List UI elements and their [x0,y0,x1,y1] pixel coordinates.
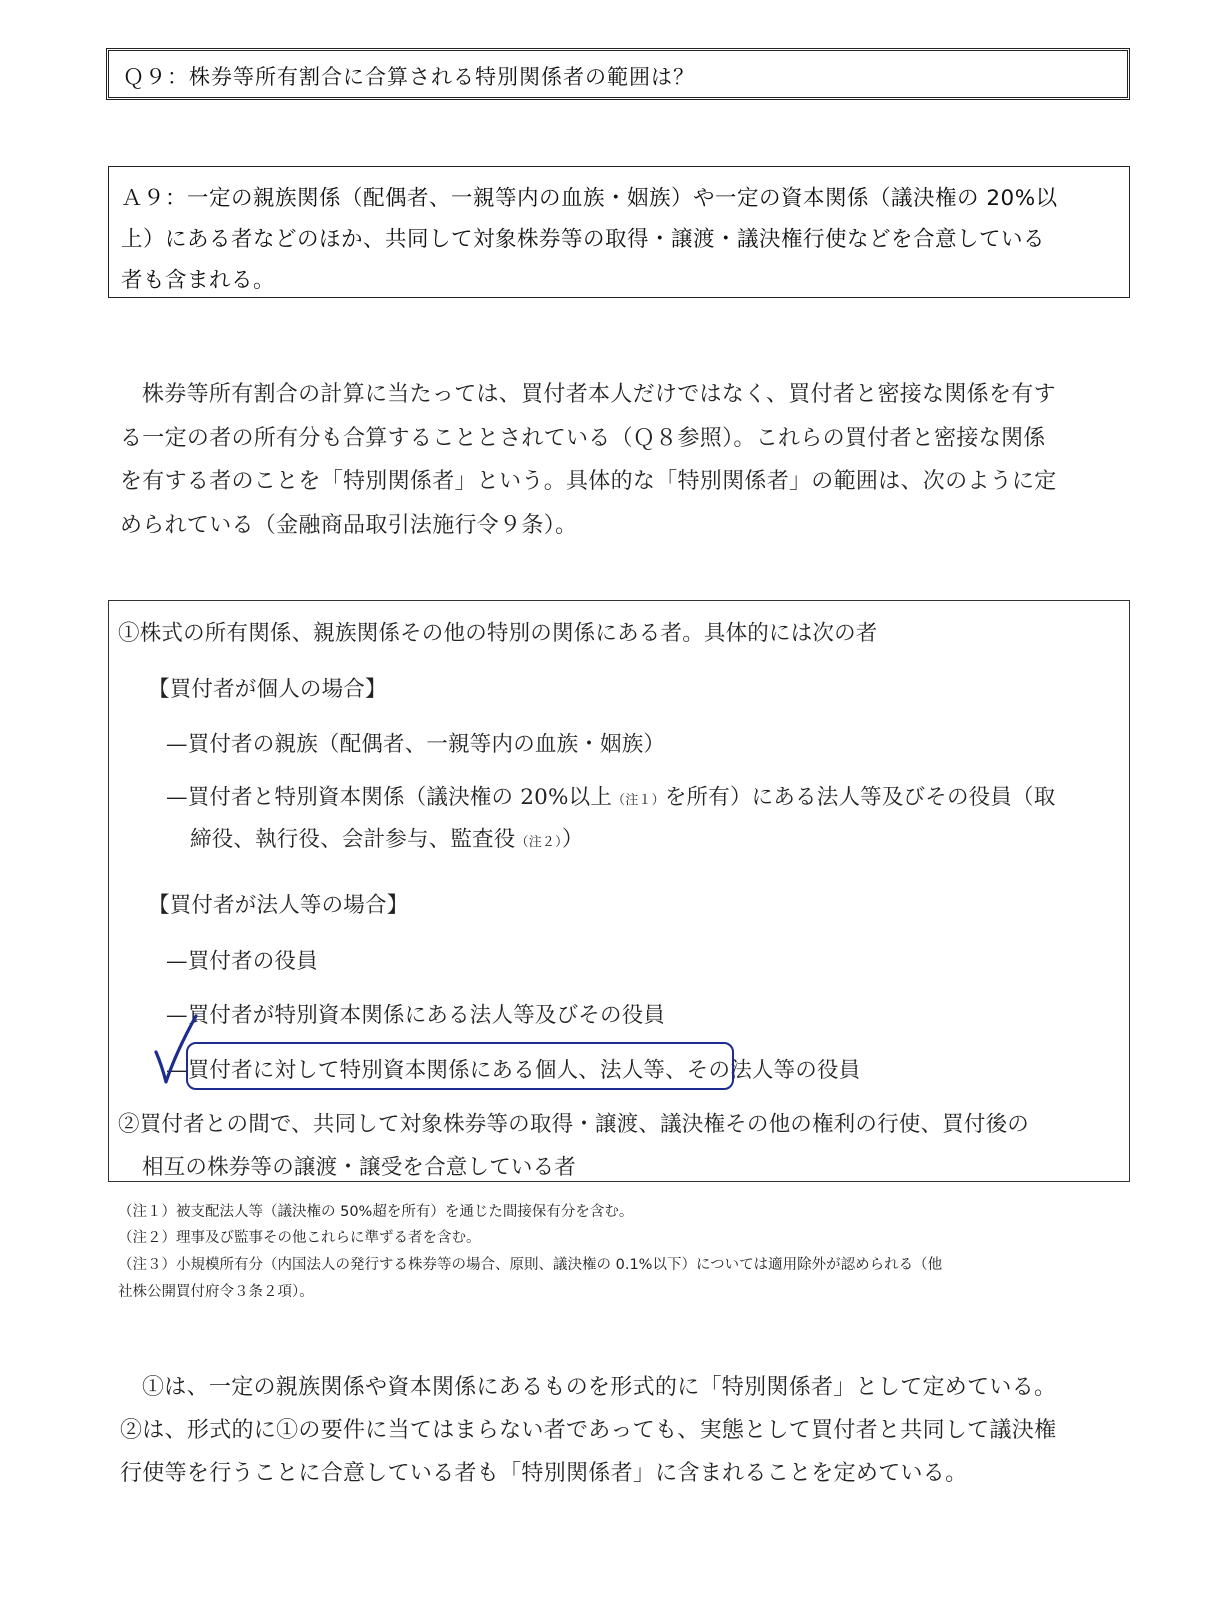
answer-box [108,166,1130,298]
corporate-item-2: —買付者が特別資本関係にある法人等及びその役員 [166,1003,666,1028]
note-3-line-1: （注３）小規模所有分（内国法人の発行する株券等の場合、原則、議決権の 0.1%以下）については適用除外が認められる（他 [118,1257,943,1273]
individual-item-1: —買付者の親族（配偶者、一親等内の血族・姻族） [166,732,666,757]
conclusion-line-2: ②は、形式的に①の要件に当てはまらない者であっても、実態として買付者と共同して議決権 [120,1418,1057,1443]
question-text: Ｑ９：株券等所有割合に合算される特別関係者の範囲は？ [123,65,695,89]
answer-line-3: 者も含まれる。 [121,268,276,293]
intro-line-3: を有する者のことを「特別関係者」という。具体的な「特別関係者」の範囲は、次のように定 [120,469,1057,494]
answer-line-1: Ａ９：一定の親族関係（配偶者、一親等内の血族・姻族）や一定の資本関係（議決権の 20%以 [121,186,1058,211]
item-2-line-1: ②買付者との間で、共同して対象株券等の取得・譲渡、議決権その他の権利の行使、買付後の [118,1112,1029,1137]
note-2-ref: （注２） [515,835,562,850]
answer-line-2: 上）にある者などのほか、共同して対象株券等の取得・譲渡・議決権行使などを合意している [121,227,1046,252]
conclusion-line-1: ①は、一定の親族関係や資本関係にあるものを形式的に「特別関係者」として定めている。 [142,1375,1057,1400]
intro-line-1: 株券等所有割合の計算に当たっては、買付者本人だけではなく、買付者と密接な関係を有す [142,382,1056,407]
intro-line-2: る一定の者の所有分も合算することとされている（Ｑ８参照）。これらの買付者と密接な関係 [120,426,1046,451]
note-1: （注１）被支配法人等（議決権の 50%超を所有）を通じた間接保有分を含む。 [118,1204,634,1220]
conclusion-line-3: 行使等を行うことに合意している者も「特別関係者」に含まれることを定めている。 [120,1461,968,1486]
note-3-line-2: 社株公開買付府令３条２項）。 [118,1284,314,1300]
question-box [106,48,1130,100]
corporate-item-1: —買付者の役員 [166,949,318,974]
corporate-item-3: —買付者に対して特別資本関係にある個人、法人等、その法人等の役員 [166,1058,861,1083]
individual-item-2-part-b: を所有）にある法人等及びその役員（取 [664,785,1056,810]
individual-item-2 [166,780,1055,811]
individual-item-2-continued [190,822,584,853]
note-1-ref: （注１） [612,793,665,808]
corporate-heading: 【買付者が法人等の場合】 [148,893,409,918]
intro-line-4: められている（金融商品取引法施行令９条）。 [120,513,578,538]
individual-item-2-part-a: —買付者と特別資本関係（議決権の 20%以上 [166,785,613,810]
item-2-line-2: 相互の株券等の譲渡・譲受を合意している者 [142,1155,577,1180]
check-mark-icon [150,1012,200,1086]
individual-heading: 【買付者が個人の場合】 [148,677,387,702]
handwritten-highlight-box [186,1042,734,1090]
item-1: ①株式の所有関係、親族関係その他の特別の関係にある者。具体的には次の者 [118,621,878,646]
individual-item-2-part-d: ） [561,827,584,852]
note-2: （注２）理事及び監事その他これらに準ずる者を含む。 [118,1230,481,1246]
individual-item-2-part-c: 締役、執行役、会計参与、監査役 [190,827,516,852]
